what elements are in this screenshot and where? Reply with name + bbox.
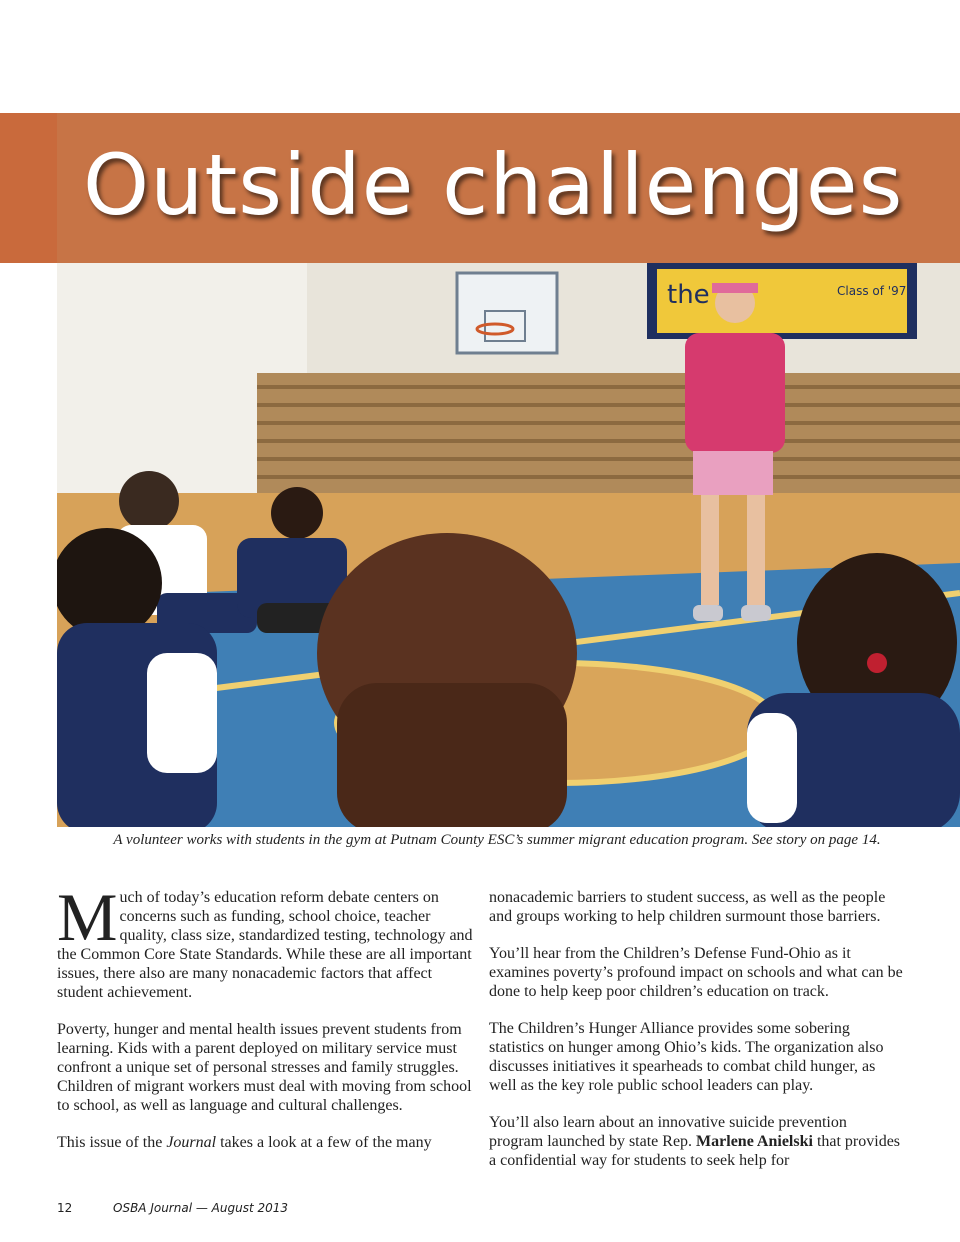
- article-paragraph: Poverty, hunger and mental health issues prevent students from learning. Kids with a parent deployed on military service must confront a unique set of personal stresses and family struggles. Children of migrant workers must deal with moving from school to school, as well as language and cultural challenges.: [57, 1021, 472, 1114]
- wall-banner-text: the: [667, 280, 710, 310]
- page-number: 12: [57, 1201, 73, 1215]
- article-paragraph: [57, 879, 477, 1002]
- paragraph-text: You’ll also learn about an innovative suicide prevention program launched by state Rep.: [489, 1114, 847, 1150]
- paragraph-text: uch of today’s education reform debate centers on concerns such as funding, school choice, teacher quality, class size, standardized testing, technology and the Common Core State Standards. While these are all important issues, there also are many nonacademic factors that affect student achievement.: [57, 889, 473, 1001]
- article-paragraph: You’ll hear from the Children’s Defense Fund-Ohio as it examines poverty’s profound impact on schools and what can be done to help keep poor children’s education on track.: [489, 945, 903, 1000]
- page-title: Outside challenges: [83, 136, 904, 234]
- paragraph-text: This issue of the: [57, 1134, 167, 1151]
- gym-photo-illustration: [57, 263, 960, 827]
- article-paragraph: nonacademic barriers to student success, as well as the people and groups working to help children surmount those barriers.: [489, 889, 886, 925]
- banner-accent: [0, 113, 57, 263]
- page-footer: [57, 1201, 289, 1215]
- wall-banner-class: Class of '97: [837, 284, 907, 298]
- title-banner: [57, 113, 960, 263]
- person-name: Marlene Anielski: [696, 1133, 813, 1150]
- article-column-left: [57, 879, 477, 1170]
- article-photo: [57, 263, 960, 827]
- journal-emphasis: Journal: [166, 1134, 217, 1151]
- wall-banner: [647, 263, 917, 339]
- basketball-hoop: [457, 273, 557, 353]
- photo-caption: A volunteer works with students in the gym at Putnam County ESC’s summer migrant education program. See story on page 14.: [113, 832, 881, 848]
- paragraph-text: that provides a confidential way for students to seek help for: [489, 1133, 901, 1169]
- article-column-right: [489, 888, 904, 1188]
- paragraph-text: takes a look at a few of the many: [216, 1134, 432, 1151]
- article-paragraph: The Children’s Hunger Alliance provides some sobering statistics on hunger among Ohio’s kids. The organization also discusses initiatives it spearheads to combat child hunger, as well as the key role public school leaders can play.: [489, 1020, 884, 1094]
- article-paragraph: [489, 1113, 904, 1170]
- drop-cap: M: [57, 879, 118, 955]
- article-paragraph: [57, 1133, 477, 1152]
- journal-name: OSBA Journal — August 2013: [113, 1201, 289, 1215]
